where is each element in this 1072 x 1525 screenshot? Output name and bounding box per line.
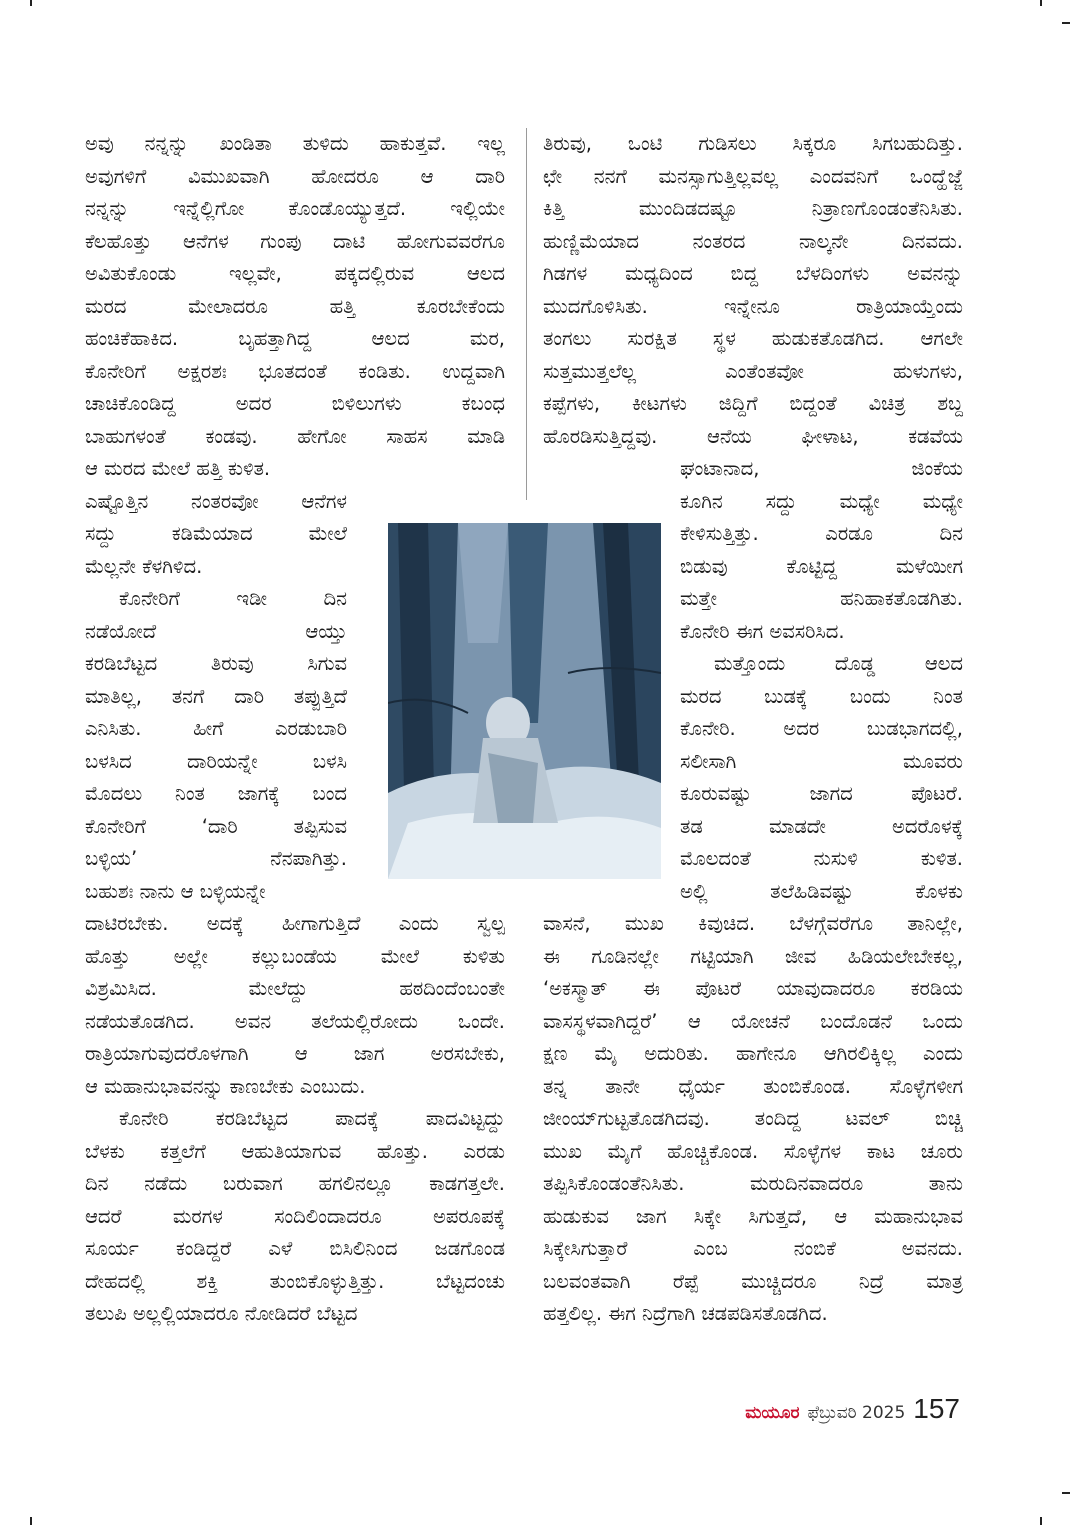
crop-mark <box>1040 0 1042 6</box>
article-text-line: ಹತ್ತಲಿಲ್ಲ. ಈಗ ನಿದ್ರೆಗಾಗಿ ಚಡಪಡಿಸತೊಡಗಿದ. <box>543 1302 828 1325</box>
crop-mark <box>30 1517 32 1525</box>
article-text-line: ಮುದಗೊಳಿಸಿತು. ಇನ್ನೇನೂ ರಾತ್ರಿಯಾಯ್ತೆಂದು <box>543 294 963 318</box>
page-number: 157 <box>913 1393 960 1424</box>
article-text-line: ಮರದ ಮೇಲಾದರೂ ಹತ್ತಿ ಕೂರಬೇಕೆಂದು <box>85 294 505 318</box>
article-text-line: ಅವಿತುಕೊಂಡು ಇಲ್ಲವೇ, ಪಕ್ಕದಲ್ಲಿರುವ ಆಲದ <box>85 262 505 285</box>
article-text-line: ದಿನ ನಡೆದು ಬರುವಾಗ ಹಗಲಿನಲ್ಲೂ ಕಾಡಗತ್ತಲೇ. <box>85 1172 505 1195</box>
article-text-line: ತಂಗಲು ಸುರಕ್ಷಿತ ಸ್ಥಳ ಹುಡುಕತೊಡಗಿದ. ಆಗಲೇ <box>543 327 963 350</box>
article-text-line: ಕೂರುವಷ್ಟು ಜಾಗದ ಪೊಟರೆ. <box>680 782 963 805</box>
article-text-line: ಕೊನೇರಿ ಕರಡಿಬೆಟ್ಟದ ಪಾದಕ್ಕೆ ಪಾದವಿಟ್ಟದ್ದು <box>119 1107 505 1130</box>
article-text-line: ಬಹುಶಃ ನಾನು ಆ ಬಳ್ಳಿಯನ್ನೇ <box>85 879 266 903</box>
article-text-line: ಎಷ್ಟೊತ್ತಿನ ನಂತರವೋ ಆನೆಗಳ <box>85 489 347 513</box>
article-text-line: ವಾಸಸ್ಥಳವಾಗಿದ್ದರೆ’ ಆ ಯೋಚನೆ ಬಂದೊಡನೆ ಒಂದು <box>543 1009 963 1033</box>
article-text-line: ಕಿತ್ತಿ ಮುಂದಿಡದಷ್ಟೂ ನಿತ್ರಾಣಗೊಂಡಂತೆನಿಸಿತು. <box>543 197 963 220</box>
forest-illustration <box>388 523 661 879</box>
article-text-line: ಸಲೀಸಾಗಿ ಮೂವರು <box>680 749 963 773</box>
article-text-line: ಬಾಹುಗಳಂತೆ ಕಂಡವು. ಹೇಗೋ ಸಾಹಸ ಮಾಡಿ <box>85 424 505 448</box>
article-text-line: ಜೀಂಯ್‌ಗುಟ್ಟತೊಡಗಿದವು. ತಂದಿದ್ದ ಟವಲ್ ಬಿಚ್ಚಿ <box>543 1107 963 1130</box>
crop-mark <box>1040 1517 1042 1525</box>
magazine-brand: ಮಯೂರ <box>745 1403 800 1423</box>
column-divider <box>526 128 527 500</box>
article-text-line: ಕೊನೇರಿಗೆ ಅಕ್ಷರಶಃ ಭೂತದಂತೆ ಕಂಡಿತು. ಉದ್ದವಾಗಿ <box>85 359 505 383</box>
article-text-line: ಬಿಡುವು ಕೊಟ್ಟಿದ್ದ ಮಳೆಯೀಗ <box>680 554 963 578</box>
article-text-line: ಕೂಗಿನ ಸದ್ದು ಮಧ್ಯೇ ಮಧ್ಯೇ <box>680 489 963 513</box>
article-text-line: ಬೆಳಕು ಕತ್ತಲೆಗೆ ಆಹುತಿಯಾಗುವ ಹೊತ್ತು. ಎರಡು <box>85 1139 505 1163</box>
article-text-line: ಮೊಲದಂತೆ ನುಸುಳಿ ಕುಳಿತ. <box>680 847 963 870</box>
article-text-line: ದಾಟಿರಬೇಕು. ಅದಕ್ಕೆ ಹೀಗಾಗುತ್ತಿದೆ ಎಂದು ಸ್ವಲ್ಪ <box>85 912 505 935</box>
article-text-line: ಘಂಟಾನಾದ, ಜಿಂಕೆಯ <box>680 457 963 480</box>
article-text-line: ಛೇ ನನಗೆ ಮನಸ್ಸಾಗುತ್ತಿಲ್ಲವಲ್ಲ ಎಂದವನಿಗೆ ಒಂದ್ಹೆಜ್ಜೆ <box>543 164 963 188</box>
article-text-line: ಬಳಸಿದ ದಾರಿಯನ್ನೇ ಬಳಸಿ <box>85 749 347 773</box>
article-text-line: ಅಲ್ಲಿ ತಲೆಹಿಡಿವಷ್ಟು ಕೊಳಕು <box>680 879 963 903</box>
article-text-line: ಆ ಮರದ ಮೇಲೆ ಹತ್ತಿ ಕುಳಿತ. <box>85 457 271 480</box>
article-text-line: ಸೂರ್ಯ ಕಂಡಿದ್ದರೆ ಎಳೆ ಬಿಸಿಲಿನಿಂದ ಜಡಗೊಂಡ <box>85 1237 505 1260</box>
crop-mark <box>1062 22 1070 24</box>
article-text-line: ನಡೆಯತೊಡಗಿದ. ಅವನ ತಲೆಯಲ್ಲಿರೋದು ಒಂದೇ. <box>85 1009 505 1033</box>
article-text-line: ಕೊನೇರಿ ಈಗ ಅವಸರಿಸಿದ. <box>680 619 845 643</box>
issue-date: ಫೆಬ್ರುವರಿ 2025 <box>807 1403 906 1423</box>
article-text-line: ಗಿಡಗಳ ಮಧ್ಯದಿಂದ ಬಿದ್ದ ಬೆಳದಿಂಗಳು ಅವನನ್ನು <box>543 262 963 285</box>
article-text-line: ದೇಹದಲ್ಲಿ ಶಕ್ತಿ ತುಂಬಿಕೊಳ್ಳುತ್ತಿತ್ತು. ಬೆಟ್ಟದಂಚು <box>85 1269 505 1293</box>
article-text-line: ಮತ್ತೇ ಹನಿಹಾಕತೊಡಗಿತು. <box>680 587 963 610</box>
article-text-line: ವಾಸನೆ, ಮುಖ ಕಿವುಚಿದ. ಬೆಳಗ್ಗೆವರೆಗೂ ತಾನಿಲ್ಲೇ, <box>543 912 963 935</box>
article-text-line: ಅವುಗಳಿಗೆ ವಿಮುಖವಾಗಿ ಹೋದರೂ ಆ ದಾರಿ <box>85 164 505 188</box>
article-text-line: ಮೊದಲು ನಿಂತ ಜಾಗಕ್ಕೆ ಬಂದ <box>85 782 347 805</box>
article-text-line: ಈ ಗೂಡಿನಲ್ಲೇ ಗಟ್ಟಿಯಾಗಿ ಜೀವ ಹಿಡಿಯಲೇಬೇಕಲ್ಲ, <box>543 944 963 968</box>
article-text-line: ತನ್ನ ತಾನೇ ಧೈರ್ಯ ತುಂಬಿಕೊಂಡ. ಸೊಳ್ಳೆಗಳೀಗ <box>543 1074 963 1098</box>
article-text-line: ಸುತ್ತಮುತ್ತಲೆಲ್ಲ ಎಂತೆಂತವೋ ಹುಳುಗಳು, <box>543 359 963 383</box>
article-text-line: ಕೊನೇರಿಗೆ ಇಡೀ ದಿನ <box>119 587 347 610</box>
article-text-line: ತಡ ಮಾಡದೇ ಅದರೊಳಕ್ಕೆ <box>680 814 963 838</box>
article-text-line: ಕೆಲಹೊತ್ತು ಆನೆಗಳ ಗುಂಪು ದಾಟಿ ಹೋಗುವವರೆಗೂ <box>85 229 505 253</box>
article-text-line: ಹೊರಡಿಸುತ್ತಿದ್ದವು. ಆನೆಯ ಘೀಳಾಟ, ಕಡವೆಯ <box>543 424 963 448</box>
article-text-line: ತಲುಪಿ ಅಲ್ಲಲ್ಲಿಯಾದರೂ ನೋಡಿದರೆ ಬೆಟ್ಟದ <box>85 1302 358 1325</box>
article-text-line: ಹೊತ್ತು ಅಲ್ಲೇ ಕಲ್ಲುಬಂಡೆಯ ಮೇಲೆ ಕುಳಿತು <box>85 944 505 968</box>
article-text-line: ಕರಡಿಬೆಟ್ಟದ ತಿರುವು ಸಿಗುವ <box>85 652 347 675</box>
article-text-line: ಕ್ಷಣ ಮೈ ಅದುರಿತು. ಹಾಗೇನೂ ಆಗಿರಲಿಕ್ಕಿಲ್ಲ ಎಂದು <box>543 1042 963 1065</box>
article-text-line: ಹುಣ್ಣಿಮೆಯಾದ ನಂತರದ ನಾಲ್ಕನೇ ದಿನವದು. <box>543 229 963 253</box>
article-text-line: ಆ ಮಹಾನುಭಾವನನ್ನು ಕಾಣಬೇಕು ಎಂಬುದು. <box>85 1074 366 1098</box>
article-text-line: ಅವು ನನ್ನನ್ನು ಖಂಡಿತಾ ತುಳಿದು ಹಾಕುತ್ತವೆ. ಇಲ್ಲ <box>85 132 505 155</box>
article-text-line: ಸದ್ದು ಕಡಿಮೆಯಾದ ಮೇಲೆ <box>85 522 347 545</box>
crop-mark <box>30 0 32 6</box>
article-text-line: ತಪ್ಪಿಸಿಕೊಂಡಂತೆನಿಸಿತು. ಮರುದಿನವಾದರೂ ತಾನು <box>543 1172 963 1195</box>
article-text-line: ಮೆಲ್ಲನೇ ಕೆಳಗಿಳಿದ. <box>85 554 203 578</box>
article-text-line: ಕೊನೇರಿ. ಅದರ ಬುಡಭಾಗದಲ್ಲಿ, <box>680 717 963 740</box>
article-text-line: ಮರದ ಬುಡಕ್ಕೆ ಬಂದು ನಿಂತ <box>680 684 963 708</box>
article-text-line: ಬಲವಂತವಾಗಿ ರೆಪ್ಪೆ ಮುಚ್ಚಿದರೂ ನಿದ್ರೆ ಮಾತ್ರ <box>543 1269 963 1293</box>
crop-mark <box>1062 1492 1070 1494</box>
article-text-line: ಕೊನೇರಿಗೆ ‘ದಾರಿ ತಪ್ಪಿಸುವ <box>85 814 347 838</box>
article-text-line: ಕಪ್ಪೆಗಳು, ಕೀಟಗಳು ಜಿದ್ದಿಗೆ ಬಿದ್ದಂತೆ ವಿಚಿತ್ರ ಶಬ್ದ <box>543 392 963 415</box>
article-text-line: ಕೇಳಿಸುತ್ತಿತ್ತು. ಎರಡೂ ದಿನ <box>680 522 963 545</box>
article-text-line: ‘ಅಕಸ್ಮಾತ್ ಈ ಪೊಟರೆ ಯಾವುದಾದರೂ ಕರಡಿಯ <box>543 977 963 1000</box>
article-text-line: ಎನಿಸಿತು. ಹೀಗೆ ಎರಡುಬಾರಿ <box>85 717 347 740</box>
article-text-line: ಹುಡುಕುವ ಜಾಗ ಸಿಕ್ಕೇ ಸಿಗುತ್ತದೆ, ಆ ಮಹಾನುಭಾವ <box>543 1204 963 1228</box>
article-text-line: ನಡೆಯೋದೆ ಆಯ್ತು <box>85 619 347 643</box>
article-text-line: ಮಾತಿಲ್ಲ, ತನಗೆ ದಾರಿ ತಪ್ಪುತ್ತಿದೆ <box>85 684 347 708</box>
article-text-line: ಮುಖ ಮೈಗೆ ಹೊಚ್ಚಿಕೊಂಡ. ಸೊಳ್ಳೆಗಳ ಕಾಟ ಚೂರು <box>543 1139 963 1163</box>
article-text-line: ಆದರೆ ಮರಗಳ ಸಂದಿಲಿಂದಾದರೂ ಅಪರೂಪಕ್ಕೆ <box>85 1204 505 1228</box>
article-text-line: ಚಾಚಿಕೊಂಡಿದ್ದ ಅದರ ಬಿಳಿಲುಗಳು ಕಬಂಧ <box>85 392 505 415</box>
article-text-line: ಸಿಕ್ಕೇಸಿಗುತ್ತಾರೆ ಎಂಬ ನಂಬಿಕೆ ಅವನದು. <box>543 1237 963 1260</box>
article-text-line: ನನ್ನನ್ನು ಇನ್ನೆಲ್ಲಿಗೋ ಕೊಂಡೊಯ್ಯುತ್ತದೆ. ಇಲ್ಲಿಯೇ <box>85 197 505 220</box>
article-text-line: ಬಳ್ಳಿಯ’ ನೆನಪಾಗಿತ್ತು. <box>85 847 347 870</box>
article-text-line: ಮತ್ತೊಂದು ದೊಡ್ಡ ಆಲದ <box>714 652 963 675</box>
article-text-line: ತಿರುವು, ಒಂಟಿ ಗುಡಿಸಲು ಸಿಕ್ಕರೂ ಸಿಗಬಹುದಿತ್ತು. <box>543 132 963 155</box>
page-footer <box>745 1393 960 1429</box>
article-text-line: ರಾತ್ರಿಯಾಗುವುದರೊಳಗಾಗಿ ಆ ಜಾಗ ಅರಸಬೇಕು, <box>85 1042 505 1065</box>
article-text-line: ಹಂಚಿಕೆಹಾಕಿದ. ಬೃಹತ್ತಾಗಿದ್ದ ಆಲದ ಮರ, <box>85 327 505 350</box>
article-text-line: ವಿಶ್ರಮಿಸಿದ. ಮೇಲೆದ್ದು ಹಠದಿಂದೆಂಬಂತೇ <box>85 977 505 1000</box>
